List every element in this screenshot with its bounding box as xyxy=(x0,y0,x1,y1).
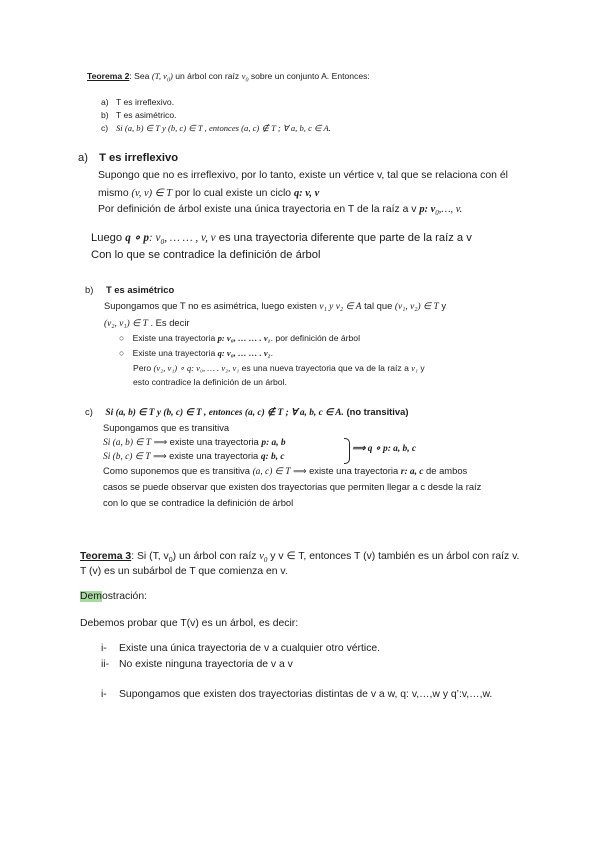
part-a-line-4: Luego q ∘ p: $v_0$, … … , v, v es una trayectoria diferente que parte de la raíz a v xyxy=(91,232,472,247)
part-b-heading: b) T es asimétrico xyxy=(85,284,175,295)
part-c-line-6: con lo que se contradice la definición de árbol xyxy=(103,497,294,508)
proof-intro: Debemos probar que T(v) es un árbol, es decir: xyxy=(80,618,299,629)
theorem2-label: Teorema 2 xyxy=(87,71,130,81)
theorem2-item-b: b) T es asimétrico. xyxy=(101,110,177,120)
part-b-line-2: (v₂, v₁) ∈ T . Es decir xyxy=(104,317,190,329)
theorem2-item-c: c) Si (a, b) ∈ T y (b, c) ∈ T , entonces (a, c) ∉ T ; ∀ a, b, c ∈ A. xyxy=(101,123,331,133)
bullet-circle-icon: ○ xyxy=(119,348,125,358)
proof-item-i-detail: i- Supongamos que existen dos trayectorias distintas de v a w, q: v,…,w y q’:v,…,w. xyxy=(101,689,493,700)
proof-heading: Demostración: xyxy=(80,591,148,602)
right-brace xyxy=(344,438,350,464)
part-b-line-5: Pero (v₂, v₁) ∘ q: v₀, … . v₂, v₁ es una nueva trayectoria que va de la raíz a v₁ y xyxy=(133,363,425,373)
theorem3-label: Teorema 3 xyxy=(80,551,132,562)
part-b-bullet-1: ○ Existe una trayectoria p: v₀, … … . v₁. por definición de árbol xyxy=(119,333,360,343)
part-a-line-2: mismo (v, v) ∈ T por lo cual existe un ciclo q: v, v xyxy=(98,188,320,199)
part-a-line-1: Supongo que no es irreflexivo, por lo tanto, existe un vértice v, tal que se relaciona con él xyxy=(98,170,508,181)
part-c-result: ⟹ q ∘ p: a, b, c xyxy=(352,444,417,454)
part-c-line-5: casos se puede observar que existen dos trayectorias que permiten llegar a c desde la raíz xyxy=(103,481,482,492)
part-b-line-6: esto contradice la definición de un árbol. xyxy=(133,377,287,387)
proof-item-i: i- Existe una única trayectoria de v a cualquier otro vértice. xyxy=(101,643,381,654)
proof-item-ii: ii- No existe ninguna trayectoria de v a v xyxy=(101,659,293,670)
theorem3-line-2: T (v) es un subárbol de T que comienza en v. xyxy=(80,566,288,577)
highlighted-text: Dem xyxy=(80,591,102,602)
part-c-line-1: Supongamos que es transitiva xyxy=(103,422,230,433)
part-a-line-5: Con lo que se contradice la definición de árbol xyxy=(91,249,321,261)
part-b-line-1: Supongamos que T no es asimétrica, luego existen v₁ y v₂ ∈ A tal que (v₁, v₂) ∈ T y xyxy=(104,300,447,312)
theorem2-statement: Teorema 2: Sea (T, $v_0$) un árbol con raíz $v_0$ sobre un conjunto A. Entonces: xyxy=(87,71,370,84)
theorem3-statement: Teorema 3: Si (T, $v_0$) un árbol con raíz $v_0$ y v ∈ T, entonces T (v) también es un árbol con raíz v. xyxy=(80,551,520,565)
part-c-line-2: Si (a, b) ∈ T ⟹ existe una trayectoria p: a, b xyxy=(103,436,286,448)
theorem2-item-a: a) T es irreflexivo. xyxy=(101,97,175,107)
bullet-circle-icon: ○ xyxy=(119,333,125,343)
part-a-heading: a) T es irreflexivo xyxy=(78,152,179,164)
part-a-line-3: Por definición de árbol existe una única trayectoria en T de la raíz a v p: $v_0,\dots$, v. xyxy=(98,204,463,218)
part-b-bullet-2: ○ Existe una trayectoria q: v₀, … … . v₂. xyxy=(119,348,274,358)
part-c-heading: c) Si (a, b) ∈ T y (b, c) ∈ T , entonces (a, c) ∉ T ; ∀ a, b, c ∈ A. (no transitiva) xyxy=(85,406,409,418)
part-c-line-4: Como suponemos que es transitiva (a, c) ∈ T ⟹ existe una trayectoria r: a, c de ambos xyxy=(103,465,468,477)
part-c-line-3: Si (b, c) ∈ T ⟹ existe una trayectoria q: b, c xyxy=(103,450,285,462)
